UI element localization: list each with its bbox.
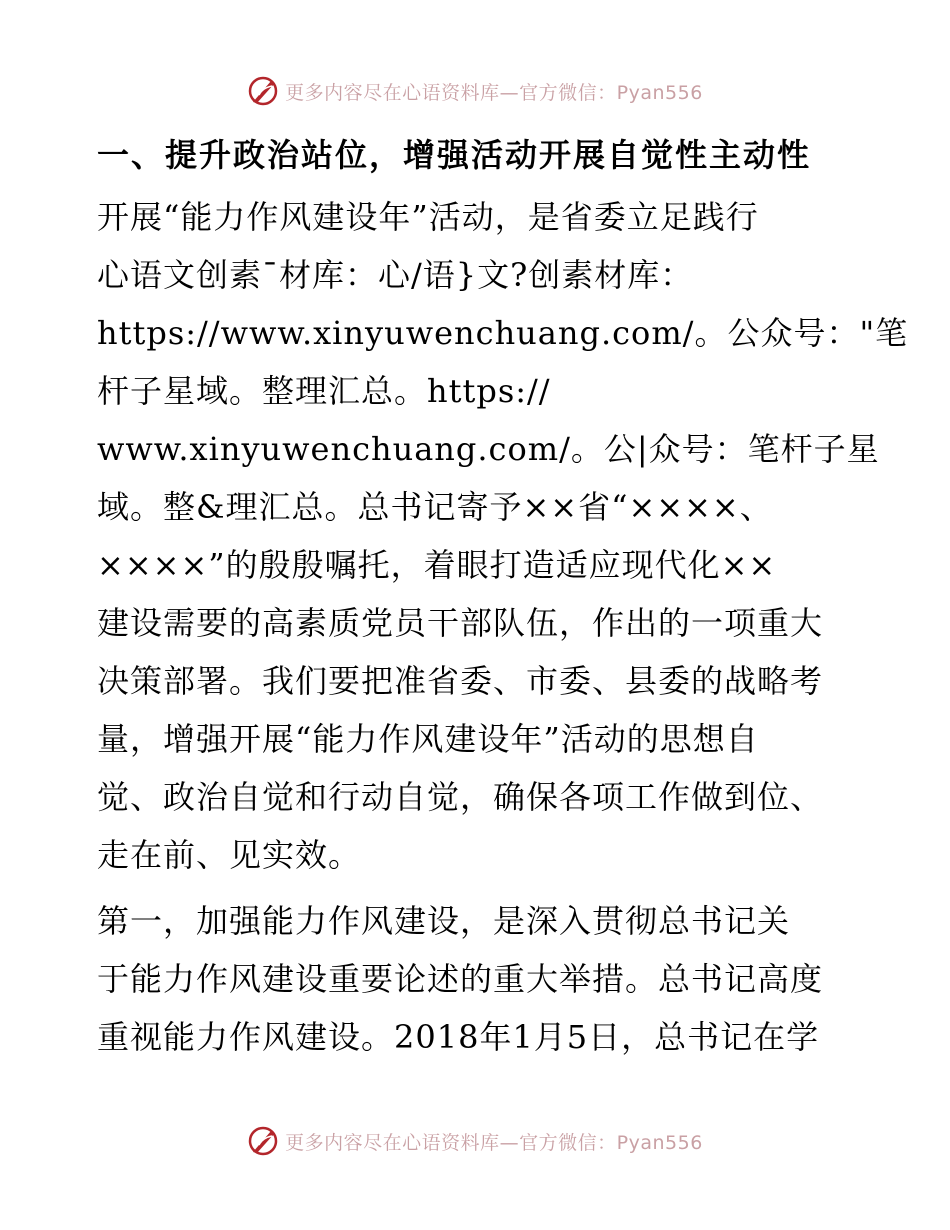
text-line: 决策部署。我们要把准省委、市委、县委的战略考 (97, 662, 824, 700)
text-line: ××××”的殷殷嘱托，着眼打造适应现代化×× (97, 546, 777, 584)
text-line: 重视能力作风建设。2018年1月5日，总书记在学 (97, 1018, 820, 1056)
document-body (97, 118, 909, 1066)
footer-watermark (0, 1121, 950, 1161)
paragraph-2 (97, 892, 857, 1066)
text-line: 于能力作风建设重要论述的重大举措。总书记高度 (97, 960, 824, 998)
text-line: 开展“能力作风建设年”活动，是省委立足践行 (97, 198, 759, 236)
text-line: www.xinyuwenchuang.com/。公|众号：笔杆子星 (97, 430, 880, 468)
text-line: 杆子星域。整理汇总。https:// (97, 372, 551, 410)
text-line: 域。整&理汇总。总书记寄予××省“××××、 (97, 488, 773, 526)
text-line: 觉、政治自觉和行动自觉，确保各项工作做到位、 (97, 778, 824, 816)
text-line: 走在前、见实效。 (97, 836, 362, 874)
text-line: 建设需要的高素质党员干部队伍，作出的一项重大 (97, 604, 824, 642)
text-line: https://www.xinyuwenchuang.com/。公众号："笔 (97, 314, 909, 352)
paragraph-1 (97, 188, 909, 884)
text-line: 心语文创素¯材库：心/语}文?创素材库： (97, 256, 694, 294)
quill-logo-icon (247, 75, 279, 107)
text-line: 量，增强开展“能力作风建设年”活动的思想自 (97, 720, 759, 758)
quill-logo-icon (247, 1125, 279, 1157)
watermark-text: 更多内容尽在心语资料库—官方微信：Pyan556 (285, 81, 703, 104)
text-line: 第一，加强能力作风建设，是深入贯彻总书记关 (97, 902, 791, 940)
watermark-text: 更多内容尽在心语资料库—官方微信：Pyan556 (285, 1131, 703, 1154)
header-watermark (0, 71, 950, 111)
section-heading: 一、提升政治站位，增强活动开展自觉性主动性 (97, 136, 812, 174)
